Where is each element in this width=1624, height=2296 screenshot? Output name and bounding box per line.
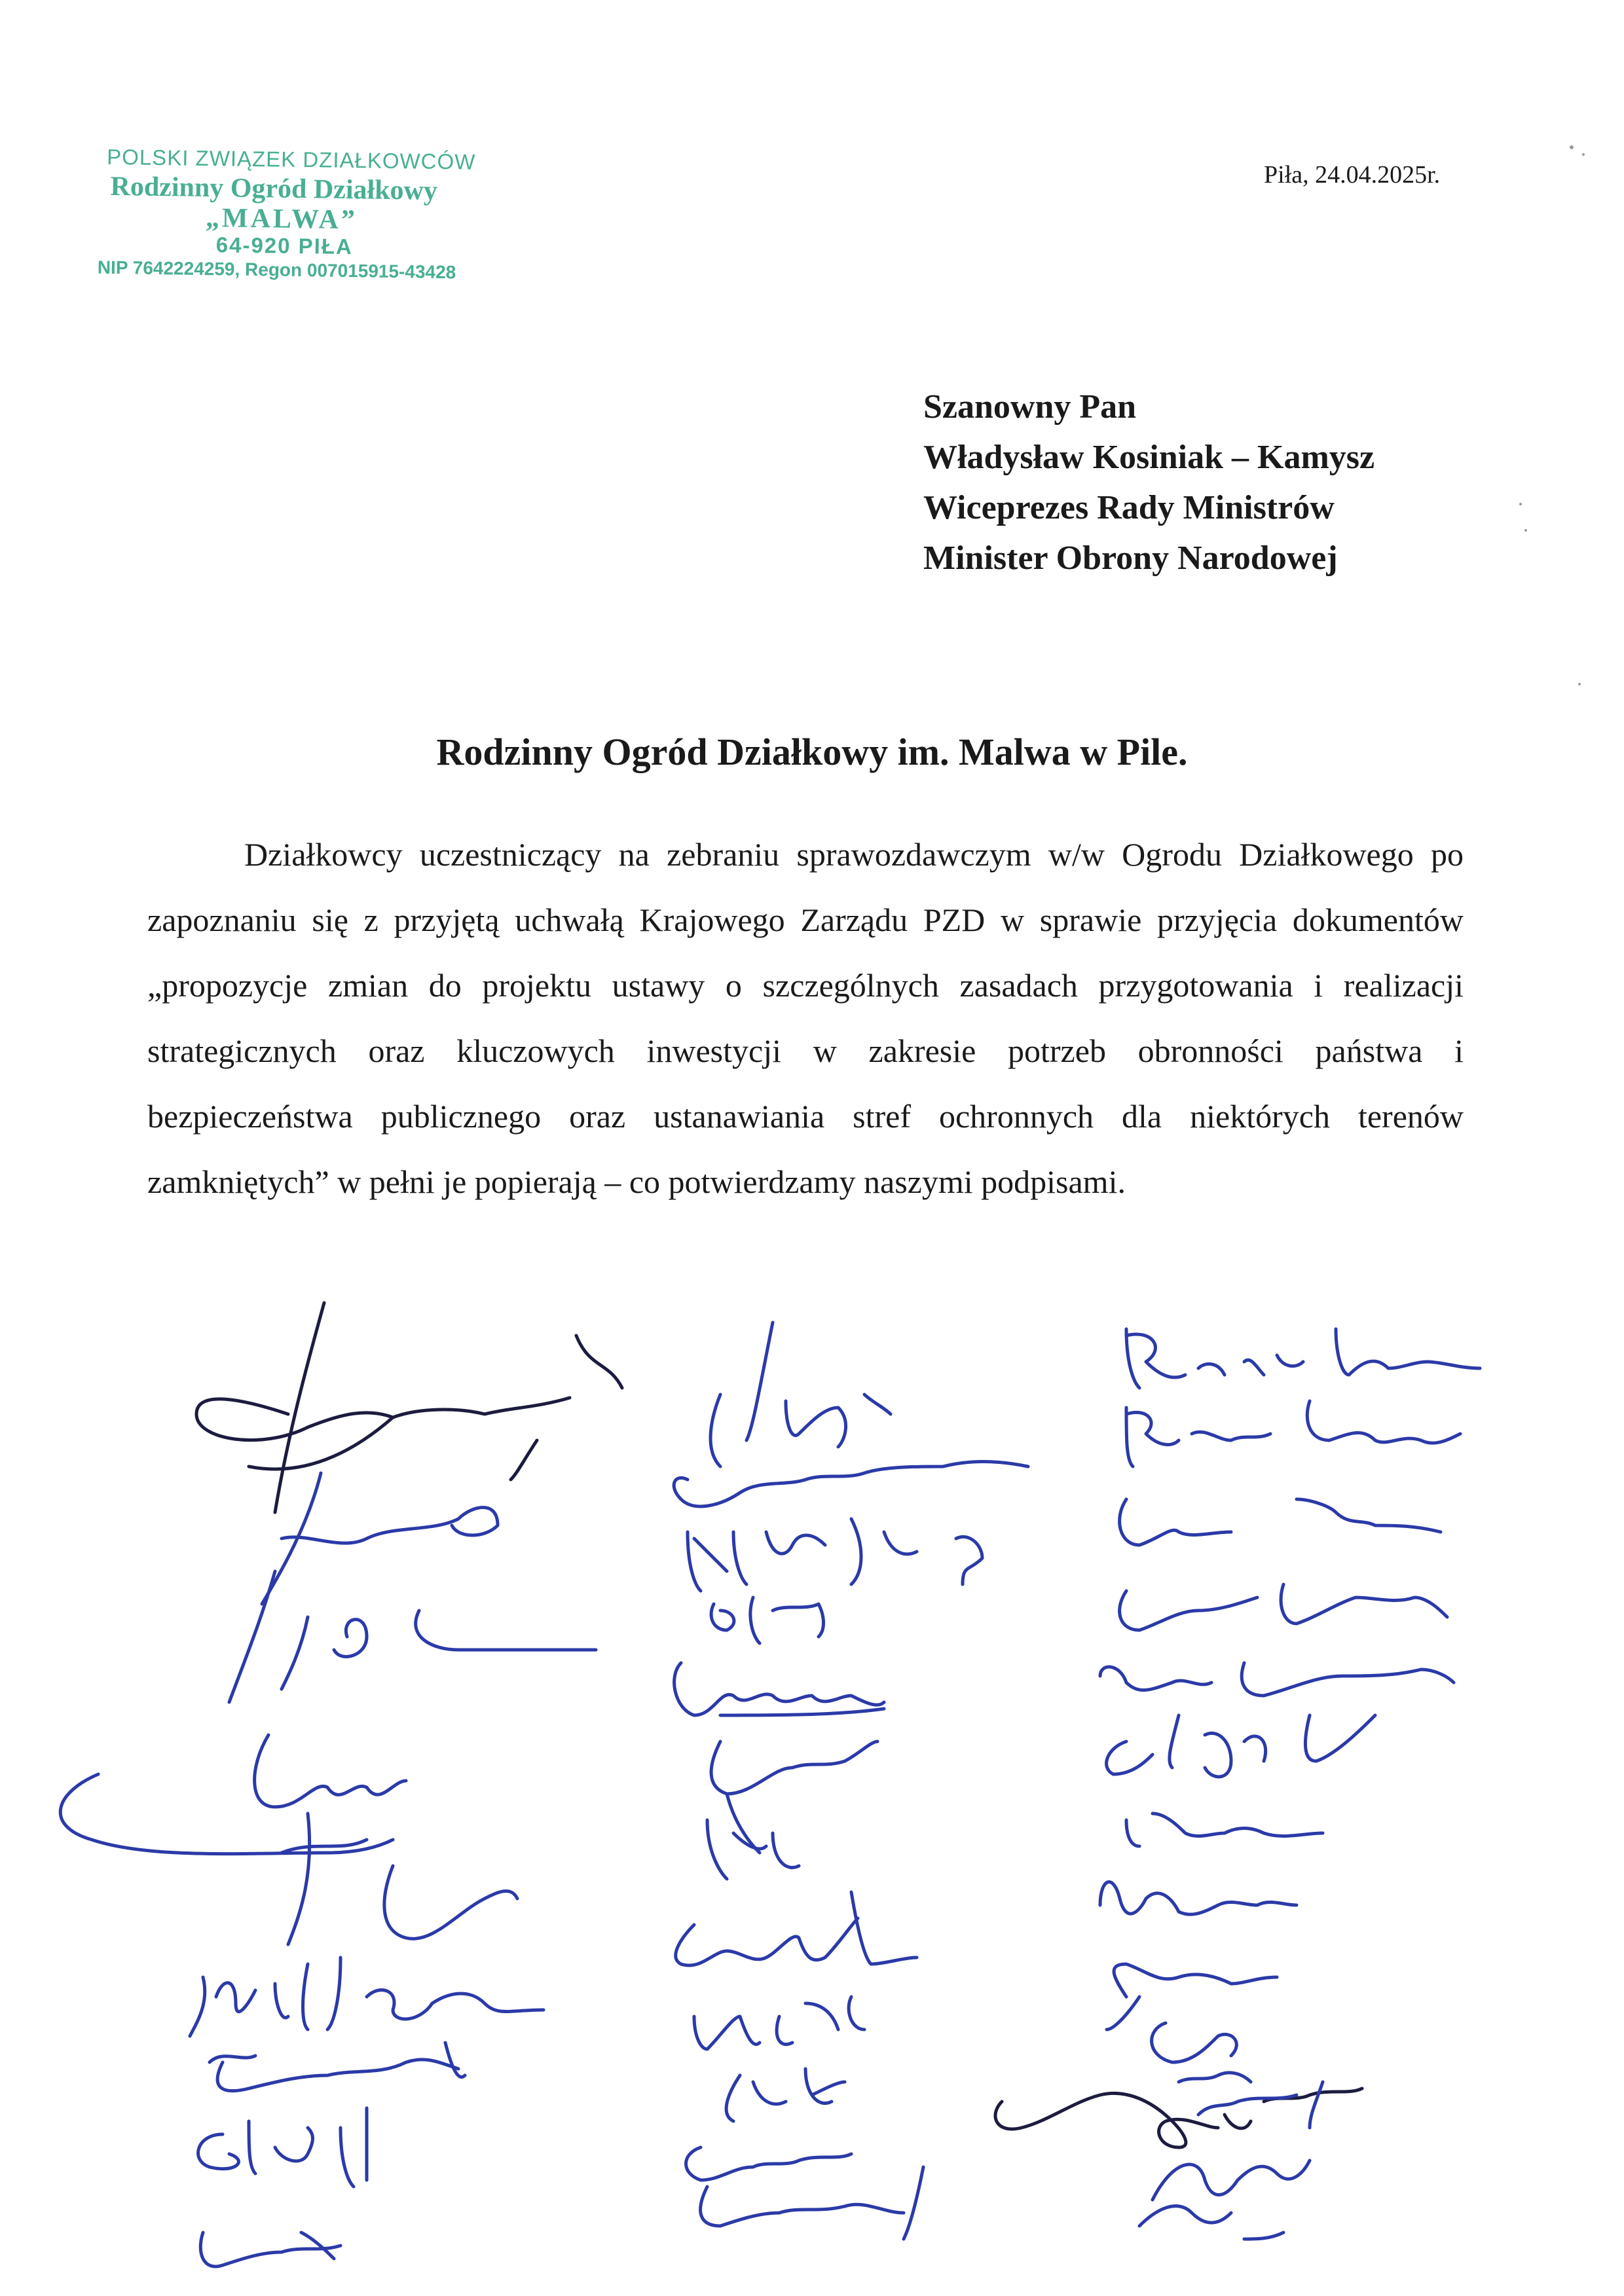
stamp-line-association: POLSKI ZWIĄZEK DZIAŁKOWCÓW <box>106 144 476 174</box>
addressee-name: Władysław Kosiniak – Kamysz <box>923 439 1375 476</box>
letter-body: Działkowcy uczestniczący na zebraniu sprawozdawczym w/w Ogrodu Działkowego po zapoznaniu się z przyjętą uchwałą Krajowego Zarządu PZD w sprawie przyjęcia dokumentów „propozycje zmian do projektu ustawy o szczególnych zasadach przygotowania i realizacji strategicznych oraz kluczowych inwestycji w zakresie potrzeb obronności państwa i bezpieczeństwa publicznego oraz ustanawiania stref ochronnych dla niektórych terenów zamkniętych” w pełni je popierają – co potwierdzamy naszymi podpisami. <box>147 836 1464 1200</box>
letter-date: Piła, 24.04.2025r. <box>1264 161 1441 189</box>
stamp-line-nip-regon: NIP 7642224259, Regon 007015915-43428 <box>97 257 456 283</box>
letter-heading: Rodzinny Ogród Działkowy im. Malwa w Pile. <box>436 731 1188 773</box>
stamp-line-name: „MALWA” <box>205 202 358 236</box>
addressee-salutation: Szanowny Pan <box>923 388 1137 426</box>
stamp-line-postcode: 64-920 PIŁA <box>215 232 354 259</box>
addressee-title-1: Wiceprezes Rady Ministrów <box>923 489 1335 526</box>
stamp-line-garden: Rodzinny Ogród Działkowy <box>110 171 438 206</box>
addressee-title-2: Minister Obrony Narodowej <box>923 539 1338 577</box>
